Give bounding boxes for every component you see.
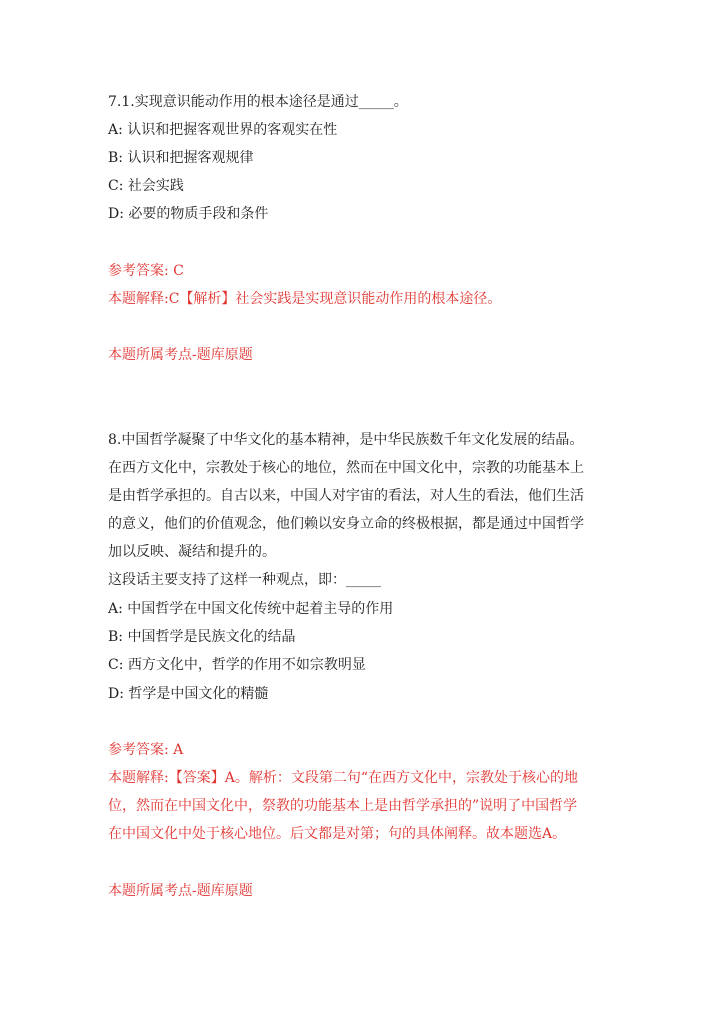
q8-option-b: B: 中国哲学是民族文化的结晶 xyxy=(108,629,296,645)
q7-explanation: 本题解释:C【解析】社会实践是实现意识能动作用的根本途径。 xyxy=(108,291,502,307)
q8-option-d: D: 哲学是中国文化的精髓 xyxy=(108,686,269,702)
q8-stem-line-5: 加以反映、凝结和提升的。 xyxy=(108,544,276,560)
q7-option-b: B: 认识和把握客观规律 xyxy=(108,150,254,166)
q8-source: 本题所属考点-题库原题 xyxy=(108,883,253,899)
q8-answer: 参考答案: A xyxy=(108,742,184,758)
q8-explanation-line-3: 在中国文化中处于核心地位。后文都是对第；句的具体阐释。故本题选A。 xyxy=(108,826,567,842)
q8-stem-line-4: 的意义，他们的价值观念，他们赖以安身立命的终极根据，都是通过中国哲学 xyxy=(108,516,584,532)
q8-option-a: A: 中国哲学在中国文化传统中起着主导的作用 xyxy=(108,601,394,617)
q8-option-c: C: 西方文化中，哲学的作用不如宗教明显 xyxy=(108,657,366,673)
q8-explanation-line-1: 本题解释:【答案】A。解析：文段第二句“在西方文化中，宗教处于核心的地 xyxy=(108,770,578,786)
q7-answer: 参考答案: C xyxy=(108,263,184,279)
q8-stem-line-3: 是由哲学承担的。自古以来，中国人对宇宙的看法，对人生的看法，他们生活 xyxy=(108,488,584,504)
q8-stem-line-6: 这段话主要支持了这样一种观点，即：_____ xyxy=(108,572,381,588)
q7-option-c: C: 社会实践 xyxy=(108,178,184,194)
q8-explanation-line-2: 位，然而在中国文化中，祭教的功能基本上是由哲学承担的”说明了中国哲学 xyxy=(108,798,578,814)
q7-option-d: D: 必要的物质手段和条件 xyxy=(108,206,269,222)
q7-option-a: A: 认识和把握客观世界的客观实在性 xyxy=(108,122,338,138)
q8-stem-line-1: 8.中国哲学凝聚了中华文化的基本精神，是中华民族数千年文化发展的结晶。 xyxy=(108,432,584,448)
q7-source: 本题所属考点-题库原题 xyxy=(108,347,253,363)
q7-stem: 7.1.实现意识能动作用的根本途径是通过_____。 xyxy=(108,94,408,110)
q8-stem-line-2: 在西方文化中，宗教处于核心的地位，然而在中国文化中，宗教的功能基本上 xyxy=(108,460,584,476)
